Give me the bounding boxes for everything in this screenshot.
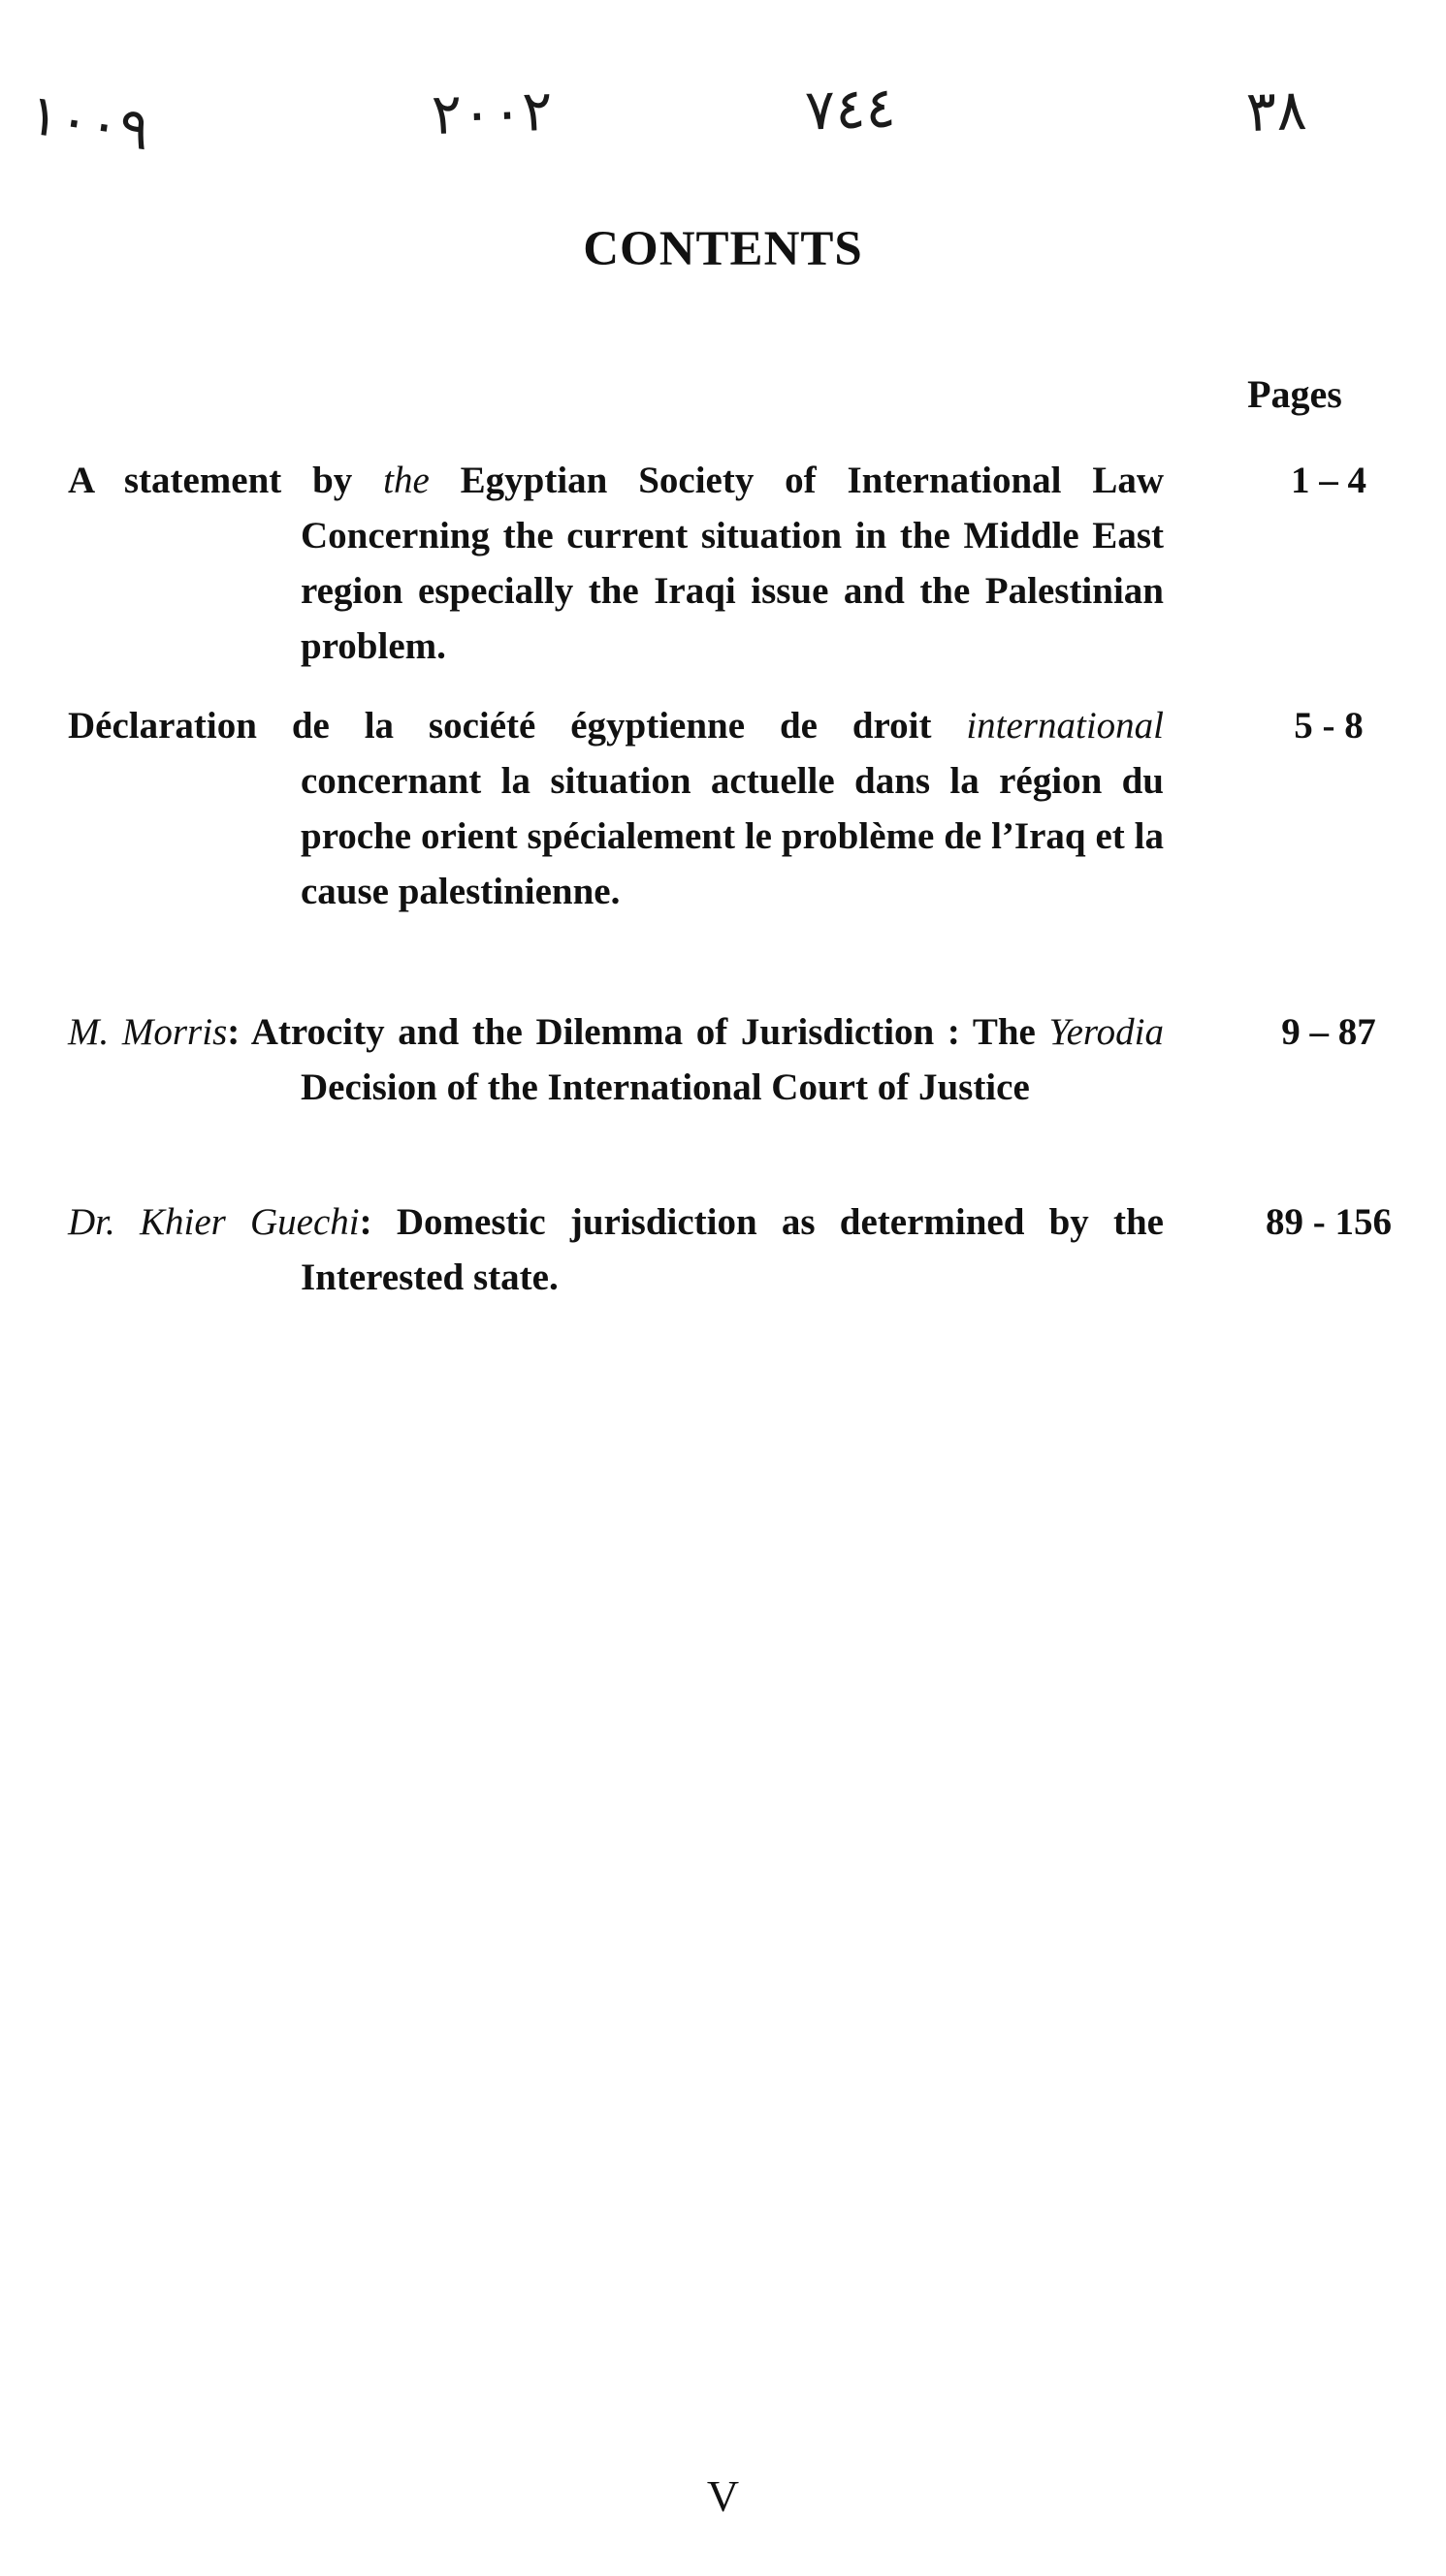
handwritten-mark-1: ١٠٠٩ [24, 80, 154, 164]
pages-column-heading: Pages [1247, 372, 1342, 416]
toc-entry-prefix: A statement by [68, 460, 384, 501]
toc-entry [68, 1194, 1426, 1305]
page-number: V [706, 2471, 740, 2521]
toc-entry-pages: 5 - 8 [1294, 705, 1364, 747]
toc-entry-title-a: : Domestic jurisdiction as determined by the Interested state. [301, 1201, 1164, 1298]
handwritten-mark-3: ٧٤٤ [803, 74, 897, 143]
toc-entry [68, 1004, 1426, 1115]
toc-entry-pages: 1 – 4 [1291, 460, 1366, 501]
toc-entry-rest: concernant la situation actuelle dans la région du proche orient spécialement le problème de l’Iraq et la cause palestinienne. [301, 760, 1164, 912]
toc-entry-emphasis: international [966, 705, 1164, 747]
handwritten-mark-4: ٣٨ [1244, 76, 1308, 145]
toc-entry-author: M. Morris [68, 1011, 228, 1053]
toc-entry [68, 453, 1426, 674]
handwritten-mark-2: ٢٠٠٢ [430, 77, 554, 148]
toc-entry [68, 698, 1426, 919]
toc-entry-title-b: Decision of the International Court of Justice [301, 1066, 1030, 1108]
toc-entry-rest: Egyptian Society of International Law Concerning the current situation in the Middle East region especially the Iraqi issue and the Palestinian problem. [301, 460, 1165, 667]
toc-entry-emphasis: the [383, 460, 430, 501]
toc-entry-pages: 9 – 87 [1281, 1011, 1376, 1053]
toc-entry-text [68, 453, 1164, 674]
toc-entry-text [68, 1004, 1164, 1115]
toc-entry-title-a: : Atrocity and the Dilemma of Jurisdiction : The [227, 1011, 1049, 1053]
toc-entry-pages: 89 - 156 [1266, 1201, 1392, 1243]
toc-entry-text [68, 698, 1164, 919]
toc-entry-prefix: Déclaration de la société égyptienne de droit [68, 705, 967, 747]
toc-entry-emphasis: Yerodia [1048, 1011, 1164, 1053]
toc-entry-text [68, 1194, 1164, 1305]
toc-entry-author: Dr. Khier Guechi [68, 1201, 360, 1243]
page-title: CONTENTS [583, 222, 863, 276]
